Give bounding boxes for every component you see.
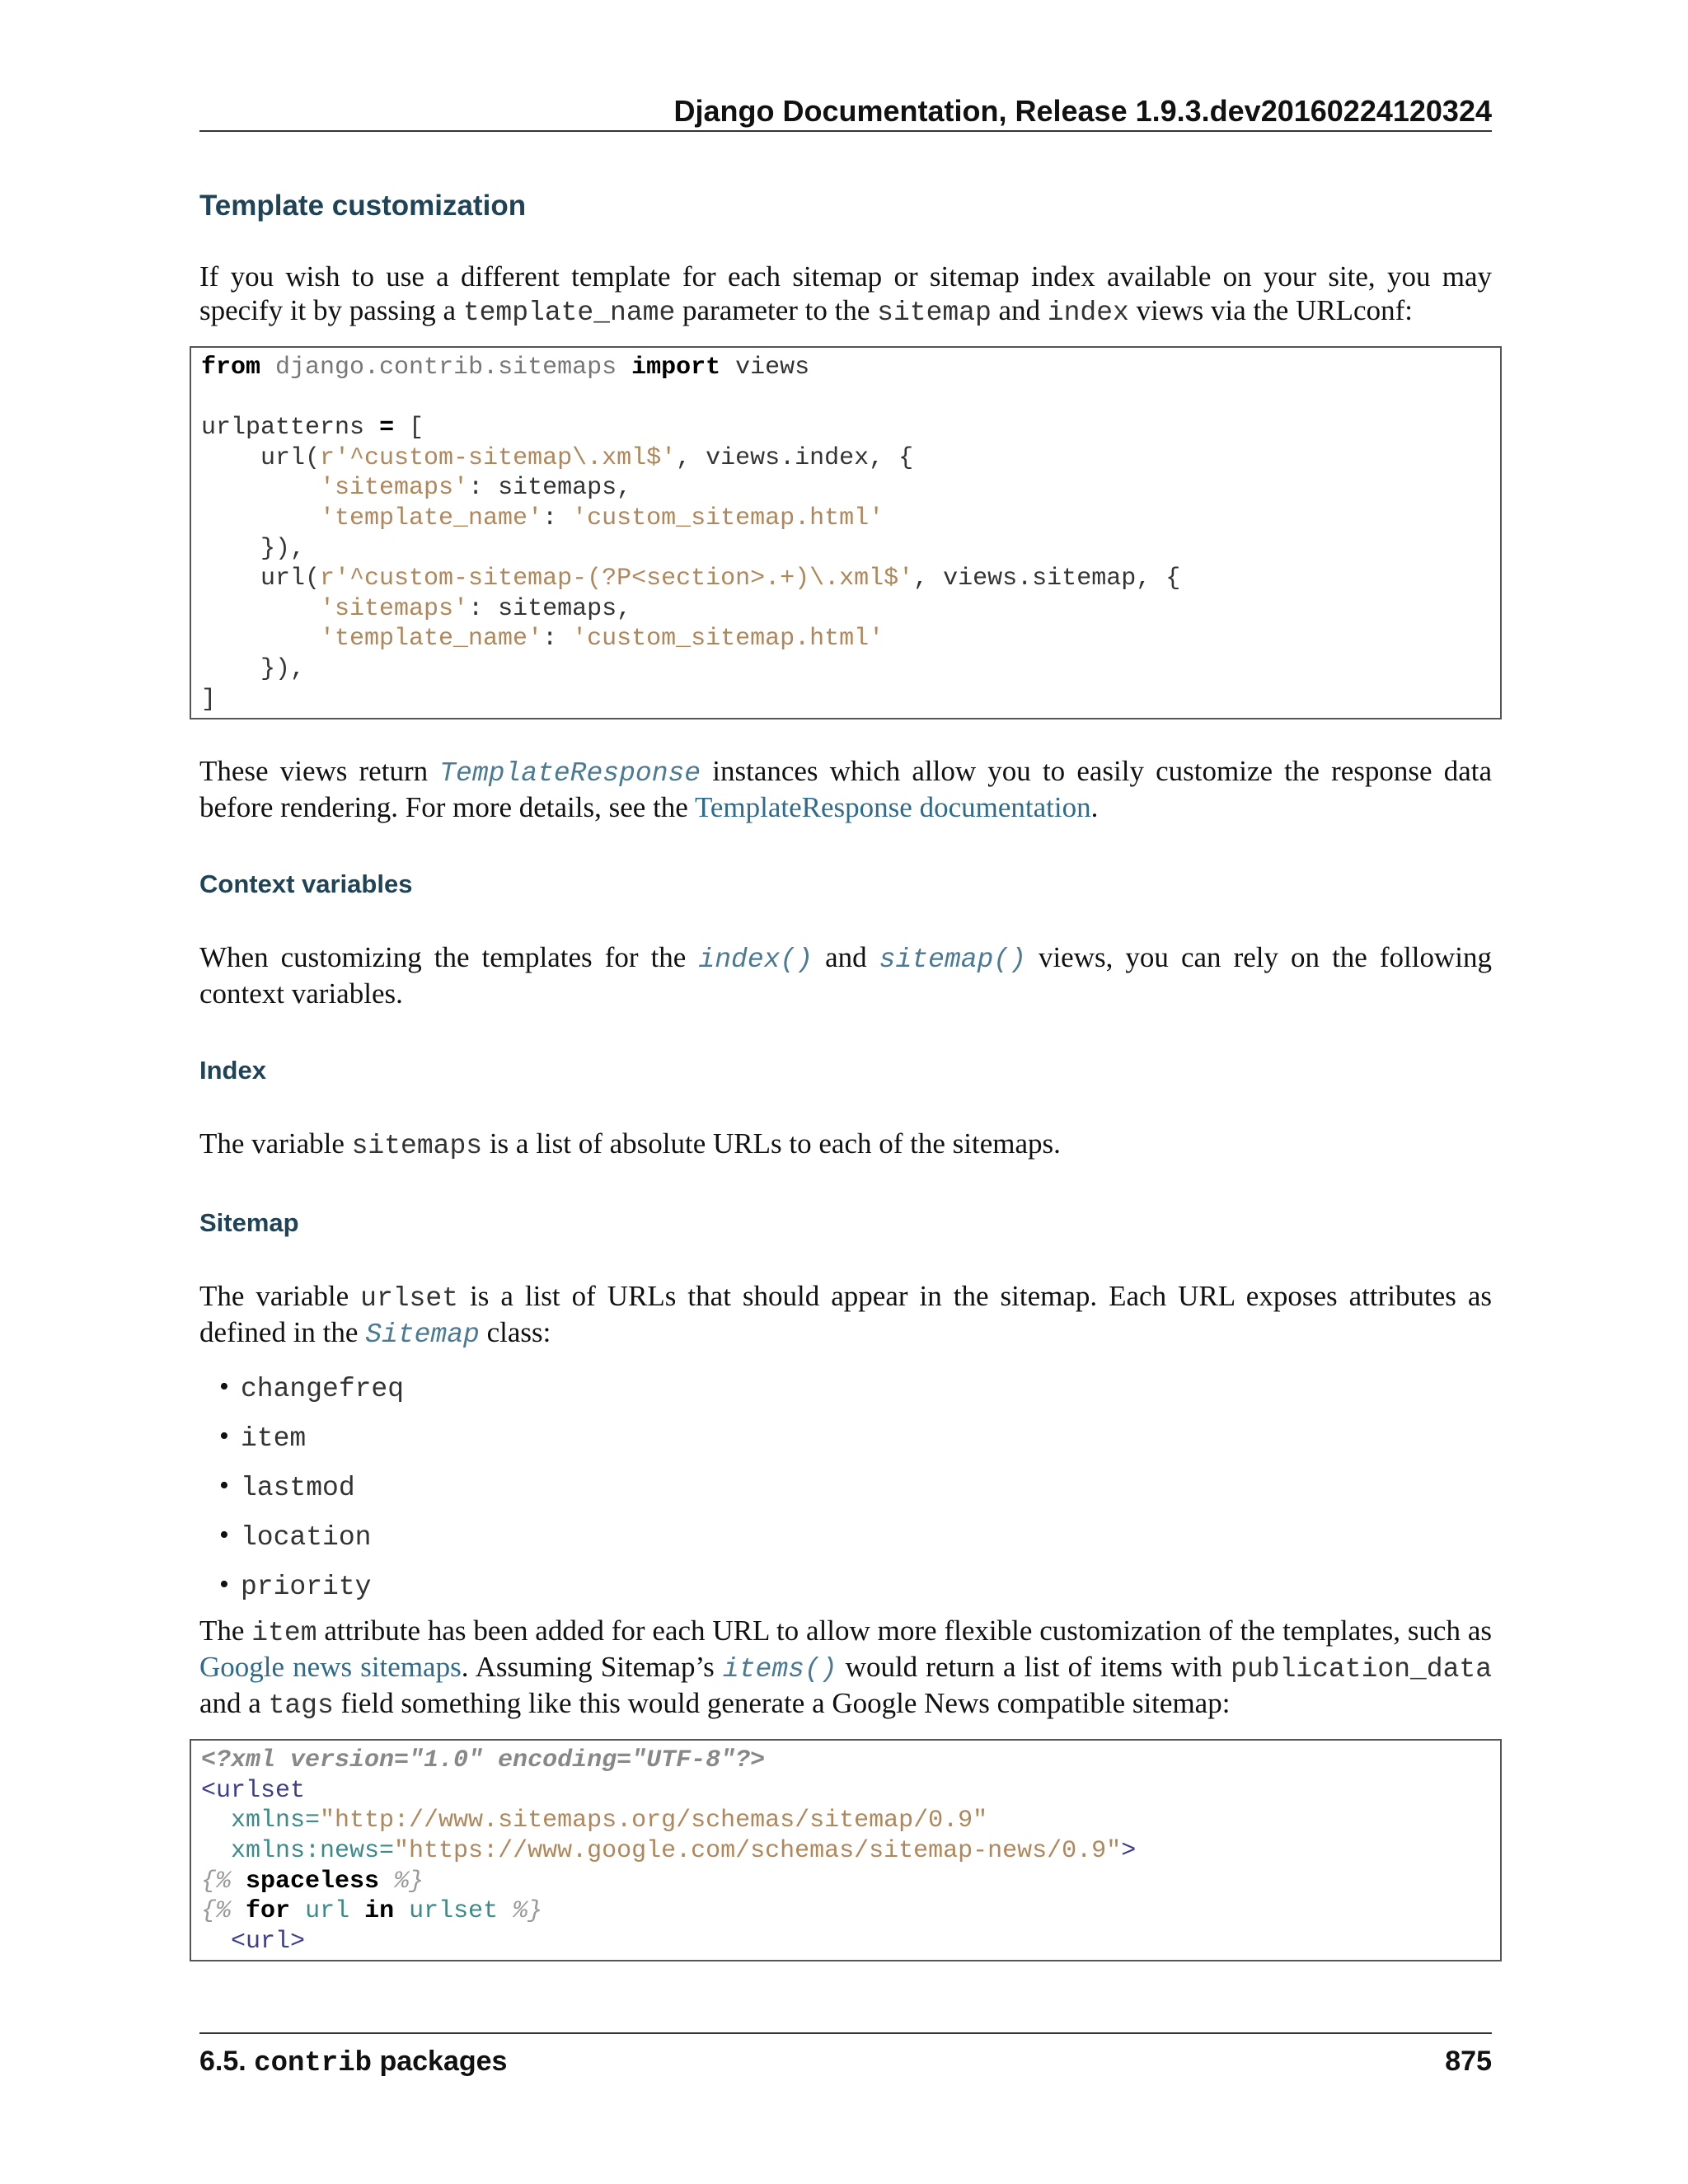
- text: is a list of absolute URLs to each of the sitemaps.: [482, 1127, 1061, 1160]
- list-item: [241, 1568, 1492, 1617]
- text: would return a list of items with: [837, 1651, 1231, 1684]
- inline-code: item: [251, 1618, 317, 1649]
- inline-code: tags: [268, 1690, 334, 1722]
- footer-section-number: 6.5.: [199, 2046, 246, 2077]
- sitemap-class-ref-link[interactable]: Sitemap: [365, 1319, 480, 1351]
- code-string: "http://www.sitemaps.org/schemas/sitemap/0.9": [320, 1807, 988, 1835]
- code-string: r'^custom-sitemap-(?P<section>.+)\.xml$': [320, 565, 914, 593]
- code-token: from: [201, 354, 261, 382]
- code-token: {%: [201, 1867, 232, 1896]
- heading-index: Index: [199, 1056, 266, 1085]
- paragraph-templateresponse: [199, 754, 1492, 824]
- text: attribute has been added for each URL to allow more flexible customization of the templates, such as: [316, 1615, 1492, 1647]
- code-token: %}: [513, 1897, 543, 1926]
- code-keyword: spaceless: [246, 1867, 380, 1896]
- list-item: [241, 1419, 1492, 1469]
- page-footer: [199, 2032, 1492, 2082]
- code-string: 'template_name': [201, 504, 543, 532]
- code-token: views: [735, 354, 810, 382]
- text: .: [1090, 791, 1099, 824]
- list-item-code: changefreq: [241, 1374, 405, 1405]
- list-item: [241, 1370, 1492, 1419]
- code-string: 'custom_sitemap.html': [572, 625, 884, 654]
- footer-section-text: packages: [379, 2046, 508, 2077]
- code-token: [: [409, 414, 424, 443]
- code-tag: <urlset: [201, 1776, 306, 1805]
- code-token: , views.sitemap, {: [913, 565, 1181, 593]
- code-token: }),: [201, 654, 306, 683]
- inline-code: template_name: [462, 298, 676, 328]
- inline-code: urlset: [360, 1283, 458, 1315]
- code-attr: xmlns:news=: [201, 1836, 395, 1865]
- text: parameter to the: [675, 294, 878, 326]
- page-number: 875: [1445, 2046, 1492, 2077]
- code-comment: <?xml version="1.0" encoding="UTF-8"?>: [201, 1746, 766, 1775]
- code-var: urlset: [409, 1897, 499, 1926]
- code-token: {%: [201, 1897, 232, 1926]
- code-string: 'custom_sitemap.html': [572, 504, 884, 532]
- text: The variable: [199, 1280, 361, 1313]
- code-tag: <url>: [201, 1927, 306, 1956]
- paragraph-index: [199, 1127, 1492, 1163]
- code-token: urlpatterns: [201, 414, 365, 443]
- inline-code: sitemap: [877, 298, 992, 328]
- paragraph-template-intro: [199, 260, 1492, 330]
- text: The: [199, 1615, 252, 1647]
- code-block-urlconf: [190, 346, 1502, 719]
- inline-code: publication_data: [1231, 1654, 1493, 1685]
- code-keyword: in: [364, 1897, 395, 1926]
- text: These views return: [199, 755, 440, 788]
- text: and a: [199, 1687, 269, 1720]
- list-item-code: priority: [241, 1572, 372, 1603]
- footer-section-code: contrib: [254, 2048, 372, 2079]
- heading-sitemap: Sitemap: [199, 1208, 299, 1238]
- list-item: [241, 1469, 1492, 1518]
- code-attr: xmlns=: [201, 1807, 321, 1835]
- text: The variable: [199, 1127, 352, 1160]
- code-token: ]: [201, 685, 217, 714]
- page-content: [199, 190, 1492, 1961]
- code-token: %}: [394, 1867, 424, 1896]
- paragraph-context: [199, 940, 1492, 1010]
- text: views via the URLconf:: [1128, 294, 1413, 326]
- inline-code: index: [1047, 298, 1129, 328]
- code-token: :: [542, 625, 573, 654]
- inline-code: sitemaps: [351, 1131, 483, 1162]
- code-keyword: for: [246, 1897, 291, 1926]
- sitemap-ref-link[interactable]: sitemap(): [879, 944, 1026, 976]
- code-string: "https://www.google.com/schemas/sitemap-news/0.9": [394, 1836, 1122, 1865]
- index-ref-link[interactable]: index(): [698, 944, 814, 976]
- code-token: =: [379, 414, 395, 443]
- google-news-sitemaps-link[interactable]: Google news sitemaps: [199, 1651, 462, 1684]
- code-tag: >: [1121, 1836, 1137, 1865]
- code-string: 'template_name': [201, 625, 543, 654]
- code-block-xml: [190, 1739, 1502, 1961]
- text: class:: [479, 1316, 551, 1349]
- code-token: : sitemaps,: [468, 594, 632, 623]
- code-string: r'^custom-sitemap\.xml$': [320, 443, 677, 472]
- code-token: import: [631, 354, 721, 382]
- items-ref-link[interactable]: items(): [722, 1654, 837, 1685]
- list-item: [241, 1518, 1492, 1568]
- list-item-code: lastmod: [241, 1473, 355, 1504]
- text: field something like this would generate a Google News compatible sitemap:: [333, 1687, 1231, 1720]
- code-string: 'sitemaps': [201, 594, 469, 623]
- text: instances which allow you to easily customize the response data before rendering. For more details, see the: [199, 755, 1492, 824]
- code-token: url(: [201, 443, 321, 472]
- code-token: django.contrib.sitemaps: [275, 354, 617, 382]
- text: If you wish to use a different template for each sitemap or sitemap index available on your site, you may specify it by passing a: [199, 260, 1492, 326]
- footer-section: [199, 2046, 507, 2079]
- code-token: url(: [201, 565, 321, 593]
- code-token: :: [542, 504, 573, 532]
- code-token: , views.index, {: [676, 443, 914, 472]
- text: and: [813, 941, 879, 974]
- list-item-code: item: [241, 1423, 307, 1455]
- text: views, you can rely on the following context variables.: [199, 941, 1492, 1010]
- code-string: 'sitemaps': [201, 474, 469, 503]
- text: When customizing the templates for the: [199, 941, 699, 974]
- header-title: Django Documentation, Release 1.9.3.dev20160224120324: [673, 94, 1492, 128]
- code-token: : sitemaps,: [468, 474, 632, 503]
- code-var: url: [305, 1897, 350, 1926]
- heading-template-customization: Template customization: [199, 190, 527, 222]
- paragraph-sitemap: [199, 1279, 1492, 1352]
- templateresponse-doc-link[interactable]: TemplateResponse documentation: [694, 791, 1091, 824]
- page-header: [199, 91, 1492, 132]
- text: . Assuming Sitemap’s: [461, 1651, 723, 1684]
- text: and: [991, 294, 1048, 326]
- code-token: }),: [201, 534, 306, 563]
- text: is a list of URLs that should appear in the sitemap. Each URL exposes attributes as defined in the: [199, 1280, 1492, 1349]
- list-item-code: location: [241, 1522, 372, 1554]
- paragraph-item-attribute: [199, 1614, 1492, 1722]
- attribute-list: [199, 1370, 1492, 1617]
- templateresponse-ref-link[interactable]: TemplateResponse: [439, 758, 701, 790]
- heading-context-variables: Context variables: [199, 869, 413, 899]
